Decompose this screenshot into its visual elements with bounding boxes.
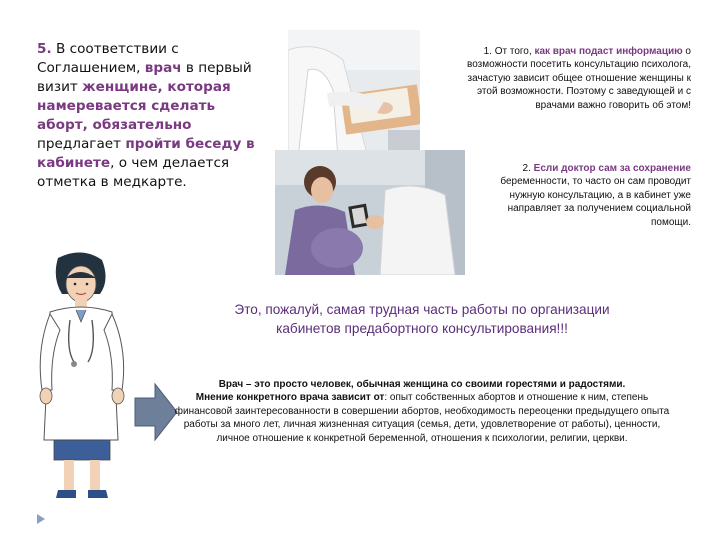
left-text-part: , о чем делается отметка в медкарте. <box>37 155 230 190</box>
photo-doctor-writing <box>288 30 420 158</box>
point-1-text: 1. От того, <box>483 46 535 57</box>
left-text-block <box>37 40 262 192</box>
photo-consultation <box>275 150 465 275</box>
point-2-highlight: Если доктор сам за сохранение <box>533 163 691 174</box>
point-1-text: о возможности посетить консультацию психолога, зачастую зависит общее отношение женщины к этой возможности. Поэтому с заведующей и с врачами важно говорить об этом! <box>467 46 691 111</box>
opinion-statement: Врач – это просто человек, обычная женщина со своими горестями и радостями. <box>218 379 626 390</box>
item-number: 5. <box>37 41 52 57</box>
right-text-point-2 <box>465 162 691 229</box>
woman-phrase: женщине, которая намеревается сделать аборт, обязательно <box>37 79 231 133</box>
talk-phrase: пройти беседу в кабинете <box>37 136 255 171</box>
doctor-opinion-paragraph <box>168 378 676 445</box>
left-text-part: предлагает <box>37 136 126 152</box>
opinion-lead: Мнение конкретного врача зависит от <box>195 392 385 404</box>
emphasis-caption: Это, пожалуй, самая трудная часть работы по организации кабинетов предабортного консультирования!!! <box>234 302 610 336</box>
left-text-part: В соответствии с Соглашением, <box>37 41 179 76</box>
doctor-illustration <box>30 250 140 505</box>
point-2-text: беременности, то часто он сам проводит нужную консультацию, а в кабинет уже направляет за получением социальной помощи. <box>500 176 691 228</box>
point-1-highlight: как врач подаст информацию <box>534 46 683 57</box>
point-2-text: 2. <box>522 163 534 174</box>
left-text-part: в первый визит <box>37 60 252 95</box>
doctor-word: врач <box>144 60 182 76</box>
slide-marker-icon <box>35 510 47 522</box>
right-text-point-1 <box>465 45 691 112</box>
opinion-details: : опыт собственных абортов и отношение к ним, степень финансовой заинтересованности в совершении абортов, необходимость переоценки предыдущего опыта работы за много лет, личная жизненная ситуация (семья, дети, удовлетворение от работы), ценности, личное отношение к конкретной беременной, отношения к психологии, религии, церкви. <box>174 392 670 444</box>
